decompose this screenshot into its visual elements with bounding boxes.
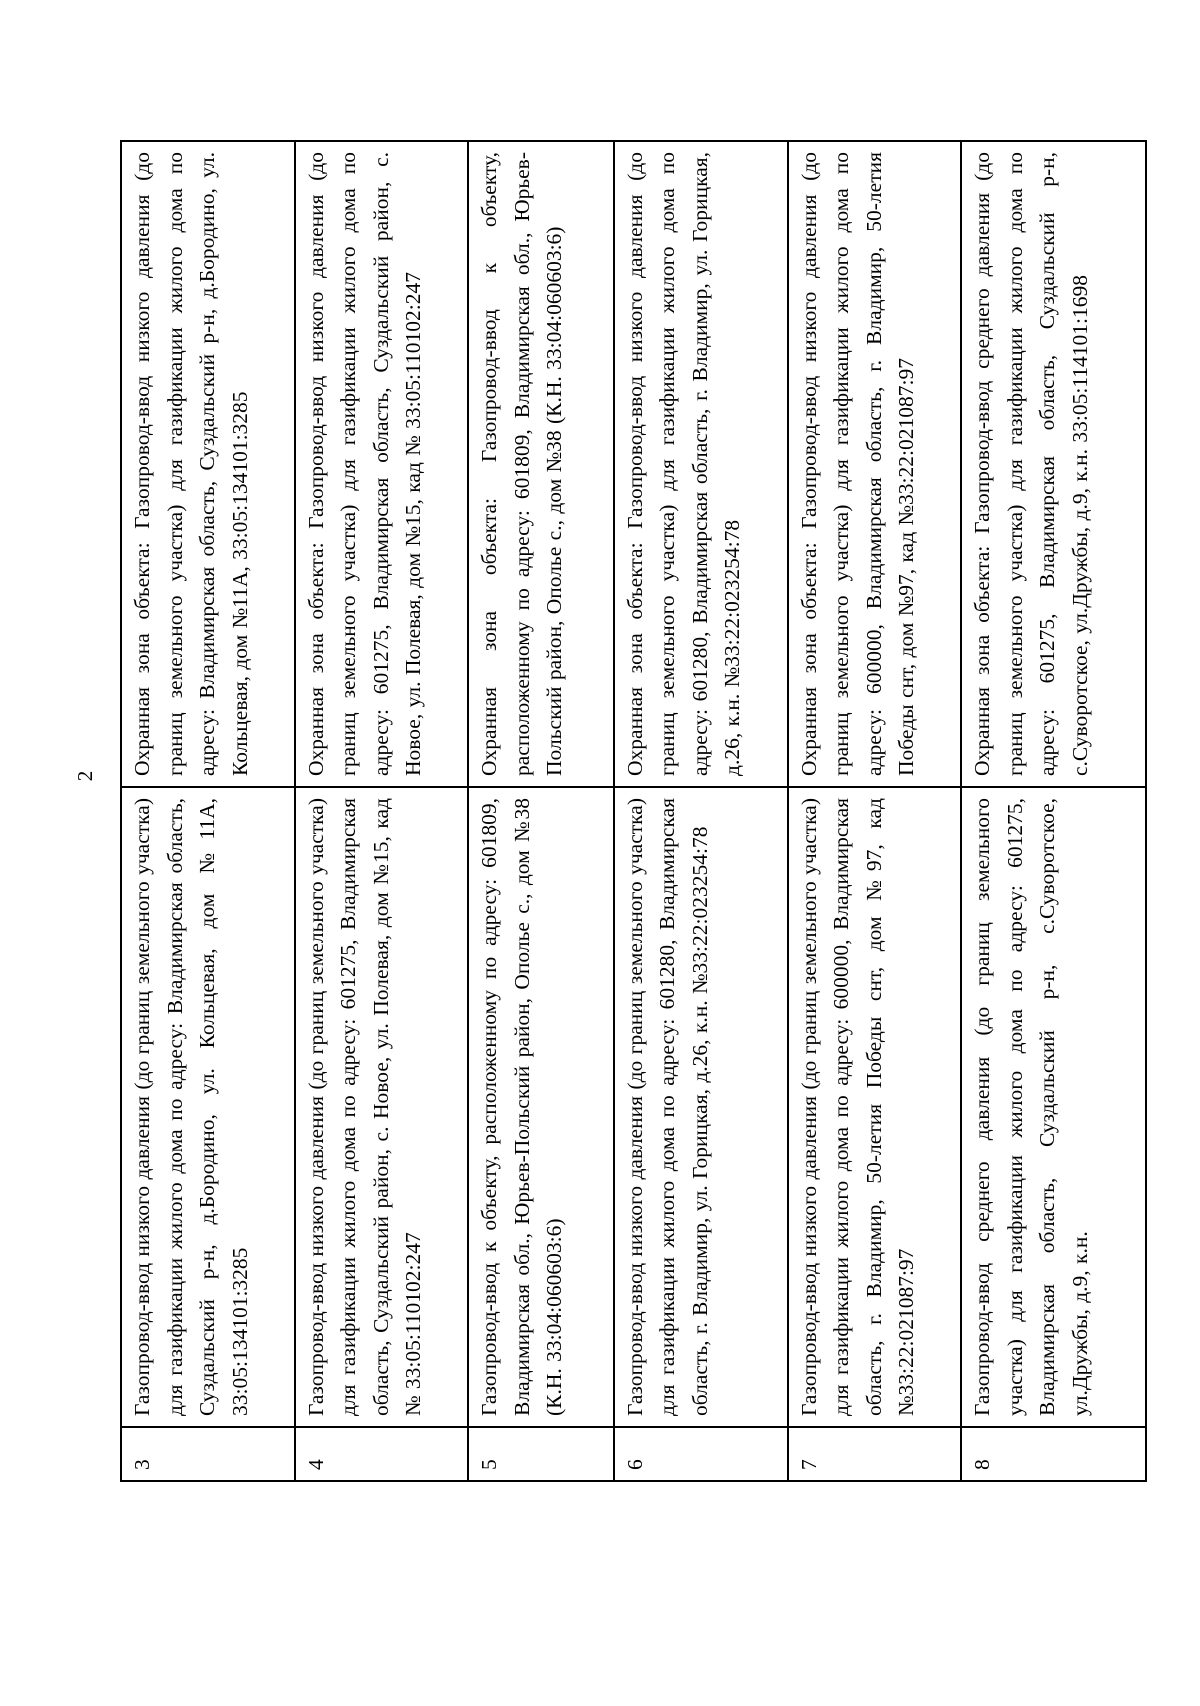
table-row xyxy=(295,141,469,1481)
page-number: 2 xyxy=(73,770,97,782)
protection-zone-description: Охранная зона объекта: Газопровод-ввод низкого давления (до границ земельного участка) для газификации жилого дома по адресу: Владимирская область, Суздальский р-н, д.Бородино, ул. Кольцевая, дом №11А, 33:05:134101:3285 xyxy=(121,141,295,787)
table-row xyxy=(961,141,1146,1481)
objects-table xyxy=(120,140,1147,1482)
row-number: 6 xyxy=(614,1427,788,1481)
protection-zone-description: Охранная зона объекта: Газопровод-ввод среднего давления (до границ земельного участка) для газификации жилого дома по адресу: 601275, Владимирская область, Суздальский р-н, с.Суворотское, ул.Дружбы, д.9, к.н. 33:05:114101:1698 xyxy=(961,141,1146,787)
object-description: Газопровод-ввод среднего давления (до границ земельного участка) для газификации жилого дома по адресу: 601275, Владимирская область, Суздальский р-н, с.Суворотское, ул.Дружбы, д.9, к.н. xyxy=(961,787,1146,1427)
object-description: Газопровод-ввод низкого давления (до границ земельного участка) для газификации жилого дома по адресу: 600000, Владимирская область, г. Владимир, 50-летия Победы снт, дом №97, кад №33:22:021087:97 xyxy=(788,787,962,1427)
row-number: 4 xyxy=(295,1427,469,1481)
object-description: Газопровод-ввод низкого давления (до границ земельного участка) для газификации жилого дома по адресу: Владимирская область, Суздальский р-н, д.Бородино, ул. Кольцевая, дом №11А, 33:05:134101:3285 xyxy=(121,787,295,1427)
row-number: 3 xyxy=(121,1427,295,1481)
protection-zone-description: Охранная зона объекта: Газопровод-ввод к объекту, расположенному по адресу: 601809, Владимирская обл., Юрьев-Польский район, Ополье с., дом №38 (К.Н. 33:04:060603:6) xyxy=(468,141,614,787)
table-row xyxy=(468,141,614,1481)
row-number: 8 xyxy=(961,1427,1146,1481)
protection-zone-description: Охранная зона объекта: Газопровод-ввод низкого давления (до границ земельного участка) для газификации жилого дома по адресу: 601280, Владимирская область, г. Владимир, ул. Горицкая, д.26, к.н. №33:22:023254:78 xyxy=(614,141,788,787)
object-description: Газопровод-ввод к объекту, расположенному по адресу: 601809, Владимирская обл., Юрьев-Польский район, Ополье с., дом №38 (К.Н. 33:04:060603:6) xyxy=(468,787,614,1427)
object-description: Газопровод-ввод низкого давления (до границ земельного участка) для газификации жилого дома по адресу: 601280, Владимирская область, г. Владимир, ул. Горицкая, д.26, к.н. №33:22:023254:78 xyxy=(614,787,788,1427)
table-row xyxy=(121,141,295,1481)
table-row xyxy=(788,141,962,1481)
row-number: 5 xyxy=(468,1427,614,1481)
protection-zone-description: Охранная зона объекта: Газопровод-ввод низкого давления (до границ земельного участка) для газификации жилого дома по адресу: 600000, Владимирская область, г. Владимир, 50-летия Победы снт, дом №97, кад №33:22:021087:97 xyxy=(788,141,962,787)
row-number: 7 xyxy=(788,1427,962,1481)
protection-zone-description: Охранная зона объекта: Газопровод-ввод низкого давления (до границ земельного участка) для газификации жилого дома по адресу: 601275, Владимирская область, Суздальский район, с. Новое, ул. Полевая, дом №15, кад № 33:05:110102:247 xyxy=(295,141,469,787)
object-description: Газопровод-ввод низкого давления (до границ земельного участка) для газификации жилого дома по адресу: 601275, Владимирская область, Суздальский район, с. Новое, ул. Полевая, дом №15, кад № 33:05:110102:247 xyxy=(295,787,469,1427)
table-row xyxy=(614,141,788,1481)
